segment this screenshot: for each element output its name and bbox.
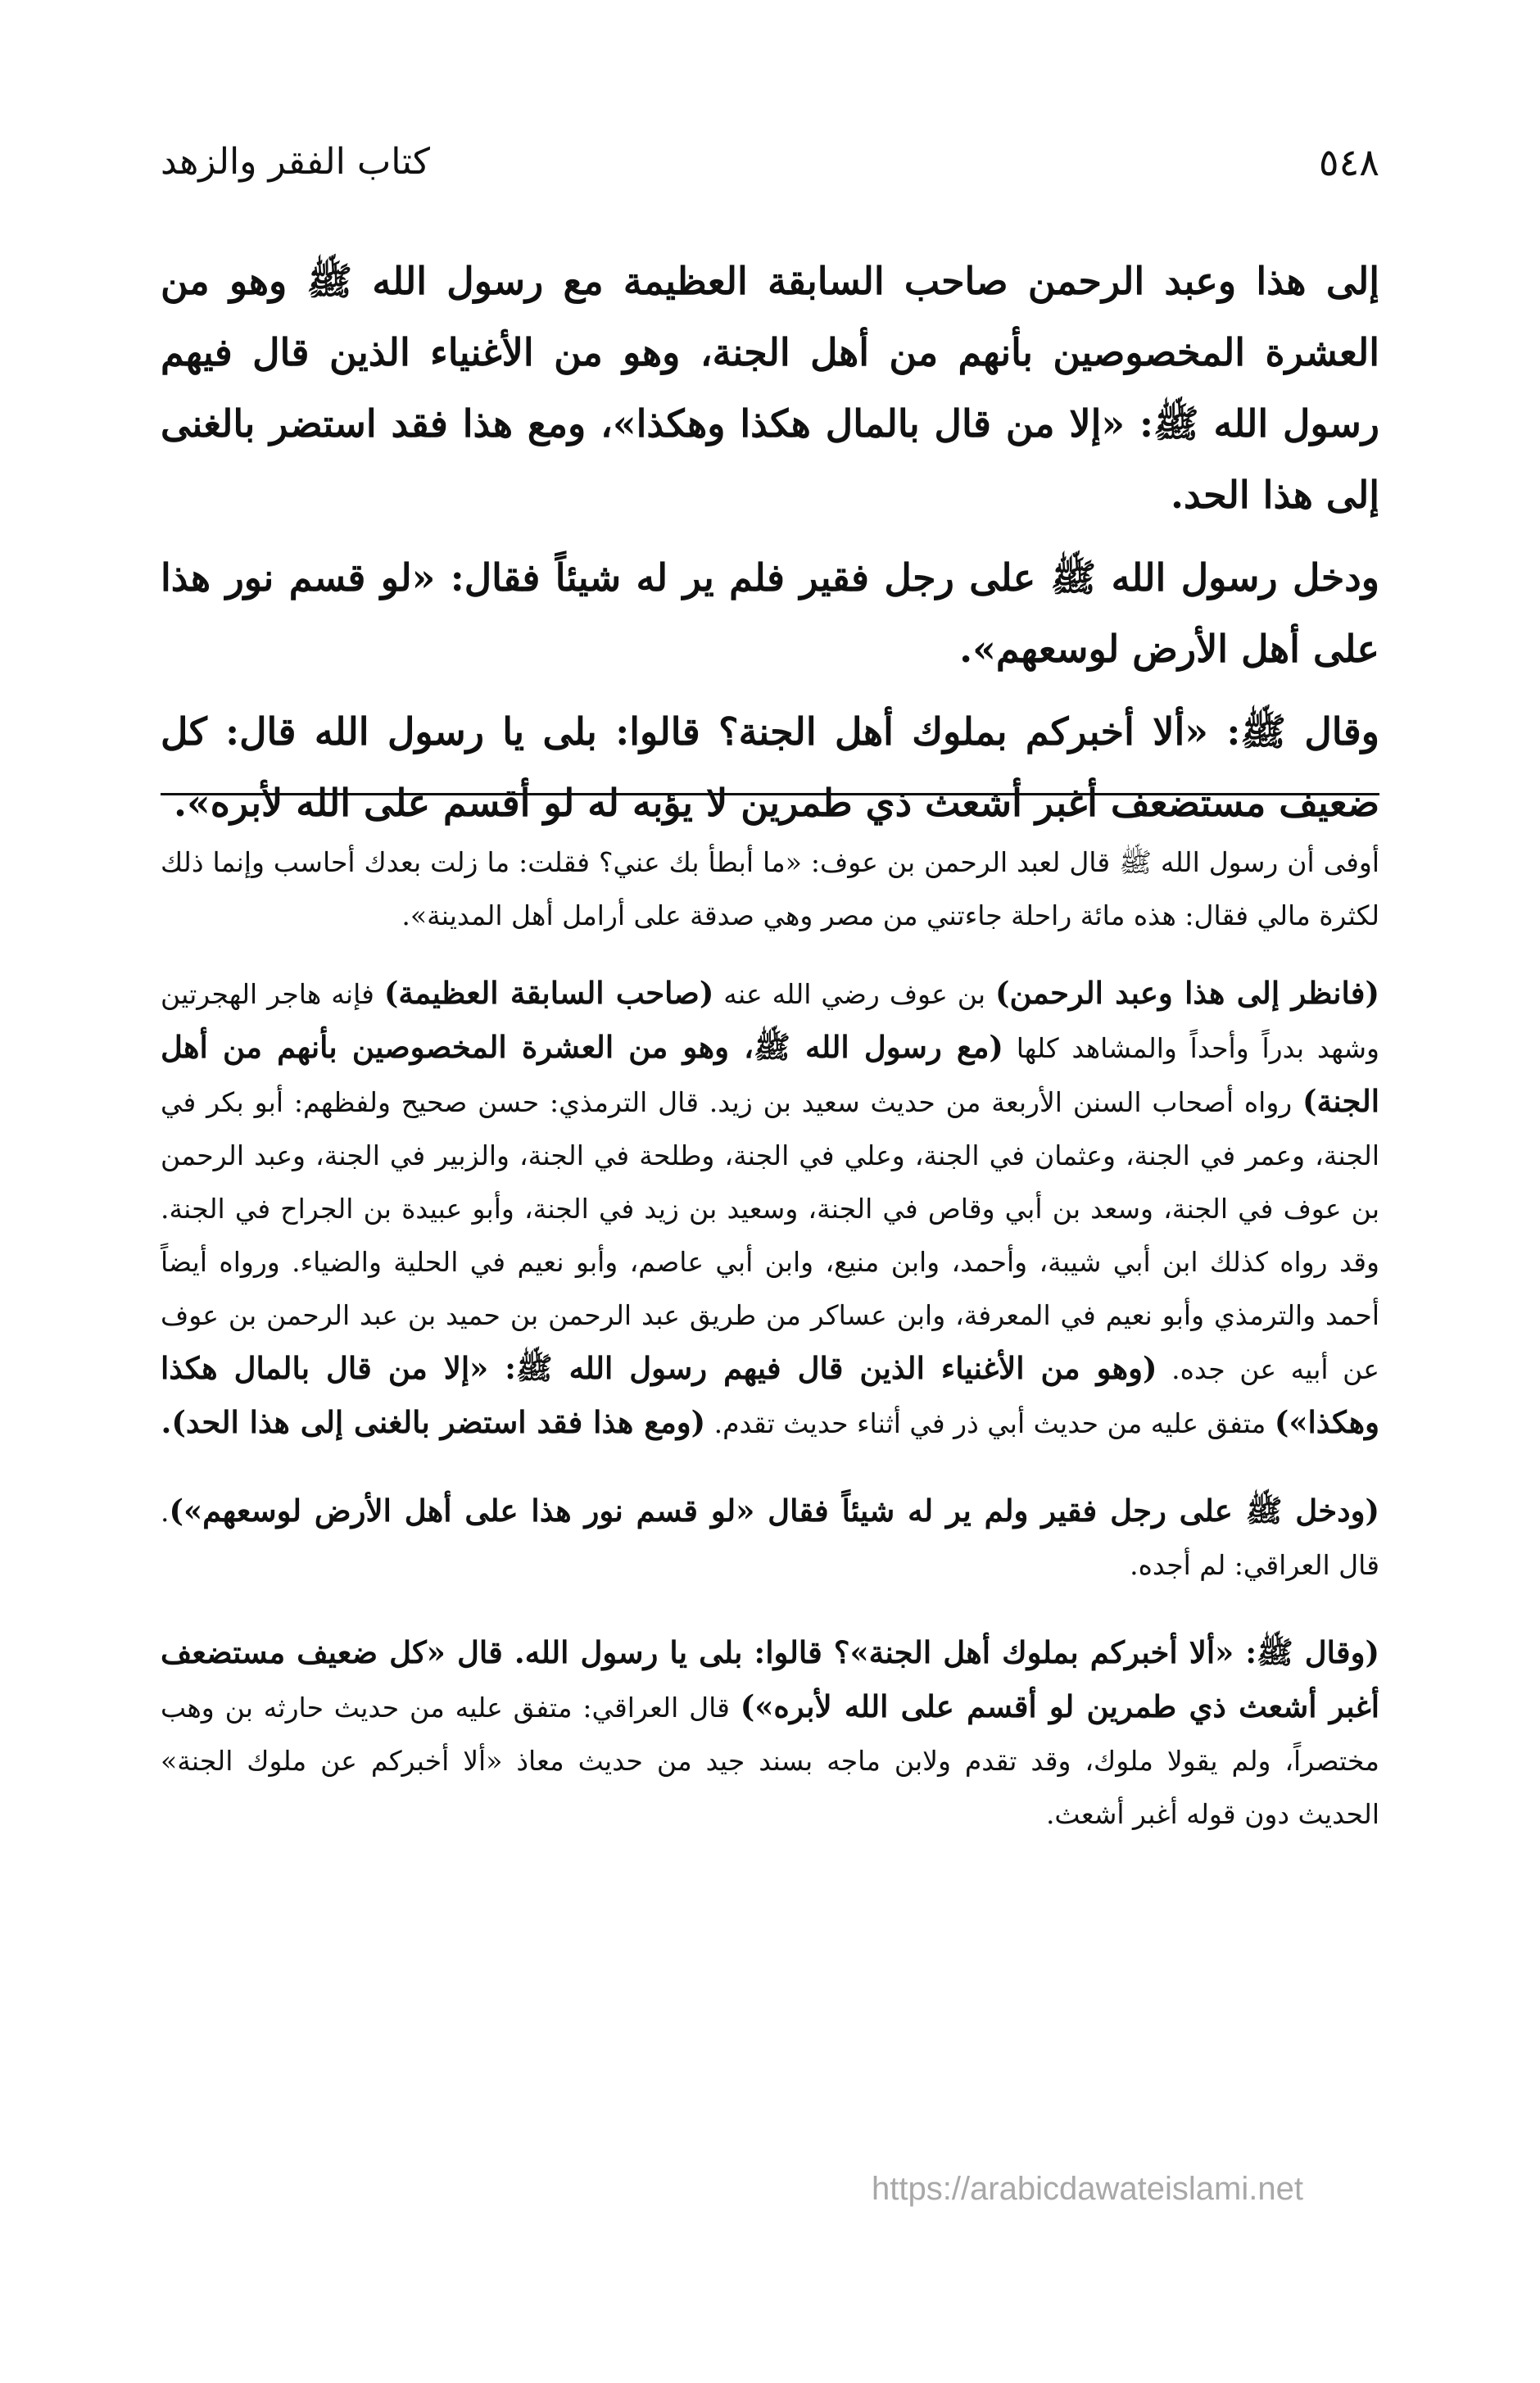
commentary-text: . قال العراقي: لم أجده. — [161, 1496, 1379, 1581]
page-header — [161, 138, 1379, 203]
main-paragraph: ودخل رسول الله ﷺ على رجل فقير فلم ير له شيئاً فقال: «لو قسم نور هذا على أهل الأرض لوسعهم». — [161, 555, 1380, 671]
quoted-text: (ودخل ﷺ على رجل فقير ولم ير له شيئاً فقال «لو قسم نور هذا على أهل الأرض لوسعهم») — [169, 1493, 1379, 1529]
commentary-paragraph — [161, 836, 1379, 942]
main-paragraph: وقال ﷺ: «ألا أخبركم بملوك أهل الجنة؟ قالوا: بلى يا رسول الله قال: كل ضعيف مستضعف أغبر أشعث ذي طمرين لا يؤبه له لو أقسم على الله لأبره». — [161, 709, 1379, 825]
watermark-url: https://arabicdawateislami.net — [872, 2171, 1303, 2207]
commentary-paragraph — [161, 967, 1379, 1450]
quoted-text: (مع رسول الله ﷺ، وهو من العشرة المخصوصين بأنهم من أهل الجنة) — [161, 1029, 1379, 1119]
page-number: ٥٤٨ — [1318, 140, 1379, 184]
main-paragraph: إلى هذا وعبد الرحمن صاحب السابقة العظيمة مع رسول الله ﷺ وهو من العشرة المخصوصين بأنهم من أهل الجنة، وهو من الأغنياء الذين قال فيهم رسول الله ﷺ: «إلا من قال بالمال هكذا وهكذا»، ومع هذا فقد استضر بالغنى إلى هذا الحد. — [161, 259, 1379, 517]
quoted-text: (ومع هذا فقد استضر بالغنى إلى هذا الحد). — [161, 1404, 706, 1440]
commentary-paragraph — [161, 1626, 1379, 1841]
commentary-text: فإنه هاجر الهجرتين وشهد بدراً وأحداً والمشاهد كلها — [161, 978, 1379, 1064]
main-text — [161, 246, 1379, 850]
commentary-text: رواه أصحاب السنن الأربعة من حديث سعيد بن زيد. قال الترمذي: حسن صحيح ولفظهم: أبو بكر في الجنة، وعمر في الجنة، وعثمان في الجنة، وعلي في الجنة، وطلحة في الجنة، والزبير في الجنة، وعبد الرحمن بن عوف في الجنة، وسعد بن أبي وقاص في الجنة، وسعيد بن زيد في الجنة، وأبو عبيدة بن الجراح في الجنة. وقد رواه كذلك ابن أبي شيبة، وأحمد، وابن منيع، وابن أبي عاصم، وأبو نعيم في الحلية والضياء. ورواه أيضاً أحمد والترمذي وأبو نعيم في المعرفة، وابن عساكر من طريق عبد الرحمن بن حميد بن عبد الرحمن بن عوف عن أبيه عن جده. — [161, 1086, 1379, 1385]
commentary-text: بن عوف رضي الله عنه — [713, 978, 995, 1010]
commentary-text: أوفى أن رسول الله ﷺ قال لعبد الرحمن بن عوف: «ما أبطأ بك عني؟ فقلت: ما زلت بعدك أحاسب وإنما ذلك لكثرة مالي فقال: هذه مائة راحلة جاءتني من مصر وهي صدقة على أرامل أهل المدينة». — [161, 846, 1379, 931]
quoted-text: (وهو من الأغنياء الذين قال فيهم رسول الله ﷺ: «إلا من قال بالمال هكذا وهكذا») — [161, 1350, 1379, 1440]
commentary-text: قال العراقي: متفق عليه من حديث حارثه بن وهب مختصراً، ولم يقولا ملوك، وقد تقدم ولابن ماجه بسند جيد من حديث معاذ «ألا أخبركم عن ملوك الجنة» الحديث دون قوله أغبر أشعث. — [161, 1692, 1379, 1830]
quoted-text: (وقال ﷺ: «ألا أخبركم بملوك أهل الجنة»؟ قالوا: بلى يا رسول الله. قال «كل ضعيف مستضعف أغبر أشعث ذي طمرين لو أقسم على الله لأبره») — [161, 1634, 1380, 1724]
quoted-text: (صاحب السابقة العظيمة) — [383, 975, 714, 1011]
commentary — [161, 836, 1379, 1875]
quoted-text: (فانظر إلى هذا وعبد الرحمن) — [995, 975, 1379, 1011]
section-divider — [161, 793, 1379, 795]
commentary-text: متفق عليه من حديث أبي ذر في أثناء حديث تقدم. — [705, 1407, 1275, 1439]
running-title: كتاب الفقر والزهد — [161, 141, 430, 183]
commentary-paragraph — [161, 1484, 1379, 1592]
